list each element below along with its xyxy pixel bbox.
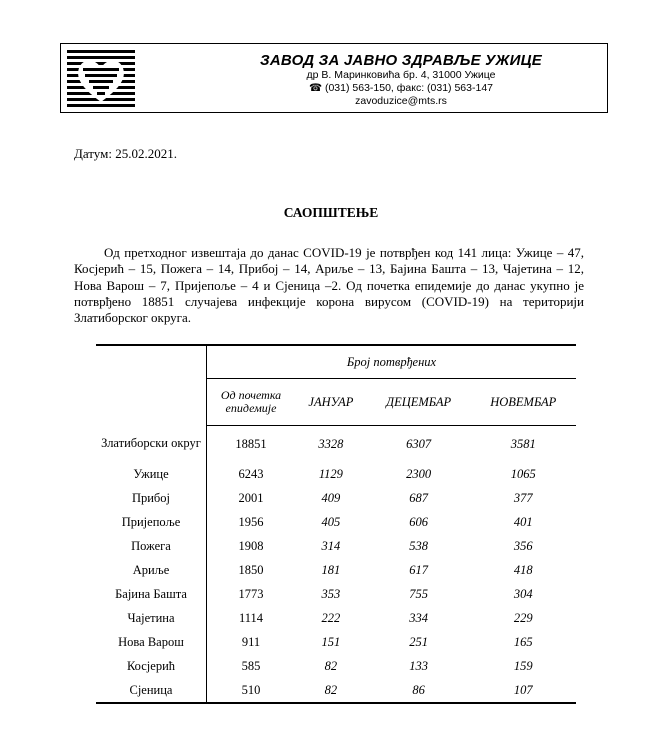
table-row [96,678,576,703]
row-total: 1850 [238,562,264,577]
table-row [96,534,576,558]
row-total: 1773 [238,586,264,601]
row-december: 334 [409,610,429,625]
col-header-november: НОВЕМБАР [471,379,576,426]
row-name: Бајина Башта [96,582,207,606]
row-total: 6243 [238,466,264,481]
row-january: 314 [321,538,341,553]
row-november: 1065 [510,466,536,481]
row-total: 1114 [238,610,264,625]
institute-logo-icon [67,50,135,107]
group-header: Број потврђених [207,345,577,379]
row-december: 133 [409,658,429,673]
row-january: 82 [295,678,367,703]
organization-phone: ☎ (031) 563-150, факс: (031) 563-147 [308,82,494,94]
row-december: 6307 [406,436,432,451]
row-december: 755 [409,586,429,601]
organization-name: ЗАВОД ЗА ЈАВНО ЗДРАВЉЕ УЖИЦЕ [260,52,542,69]
row-december: 617 [409,562,429,577]
document-title: САОПШТЕЊЕ [283,205,379,220]
row-november: 159 [513,658,533,673]
row-november: 356 [513,538,533,553]
document-date: Датум: 25.02.2021. [74,146,177,161]
col-header-total-line1: Од почетка [220,388,282,402]
row-november: 107 [471,678,576,703]
table-row [96,582,576,606]
row-name: Ужице [96,462,207,486]
letterhead [60,43,608,113]
row-january: 151 [321,634,341,649]
row-name: Сјеница [96,678,207,703]
row-total: 911 [241,634,261,649]
row-name: Прибој [96,486,207,510]
row-total: 1956 [238,514,264,529]
row-january: 409 [321,490,341,505]
row-december: 606 [409,514,429,529]
col-header-total [207,379,296,426]
cases-table [96,344,576,704]
table-row [96,654,576,678]
row-total: 2001 [238,490,264,505]
row-december: 2300 [406,466,432,481]
row-december: 251 [409,634,429,649]
row-name: Пријепоље [96,510,207,534]
row-january: 1129 [318,466,343,481]
organization-email: zavoduzice@mts.rs [355,95,447,107]
row-name: Пожега [96,534,207,558]
row-november: 3581 [510,436,536,451]
row-november: 418 [513,562,533,577]
row-november: 401 [513,514,533,529]
row-name: Златиборски округ [96,426,207,463]
col-header-december: ДЕЦЕМБАР [367,379,471,426]
table-row [96,510,576,534]
organization-address: др В. Маринковића бр. 4, 31000 Ужице [306,69,496,81]
row-december: 86 [367,678,471,703]
row-name: Косјерић [96,654,207,678]
row-january: 222 [321,610,341,625]
row-november: 165 [513,634,533,649]
row-total: 18851 [235,436,267,451]
table-row [96,486,576,510]
table-row [96,462,576,486]
row-november: 377 [513,490,533,505]
table-corner-cell [96,345,207,426]
table-row [96,606,576,630]
row-total: 585 [241,658,261,673]
row-january: 405 [321,514,341,529]
col-header-total-line2: епидемије [225,401,277,415]
row-december: 538 [409,538,429,553]
row-name: Чајетина [96,606,207,630]
row-november: 304 [513,586,533,601]
row-total: 510 [207,678,296,703]
row-january: 353 [321,586,341,601]
row-name: Нова Варош [96,630,207,654]
row-january: 3328 [318,436,344,451]
row-november: 229 [513,610,533,625]
row-december: 687 [409,490,429,505]
table-row [96,426,576,463]
row-total: 1908 [238,538,264,553]
table-row [96,630,576,654]
body-paragraph: Од претходног извештаја до данас COVID-19 је потврђен код 141 лица: Ужице – 47, Косјерић – 15, Пожега – 14, Прибој – 14, Ариље – 13, Бајина Башта – 13, Чајетина – 12, Нова Варош – 7, Пријепоље – 4 и Сјеница –2. Од почетка епидемије до данас укупно је потврђено 18851 случајева инфекције корона вирусом (COVID-19) на територији Златиборског округа. [74,245,584,326]
row-january: 181 [321,562,341,577]
row-january: 82 [324,658,338,673]
row-name: Ариље [96,558,207,582]
col-header-january: ЈАНУАР [295,379,367,426]
table-row [96,558,576,582]
